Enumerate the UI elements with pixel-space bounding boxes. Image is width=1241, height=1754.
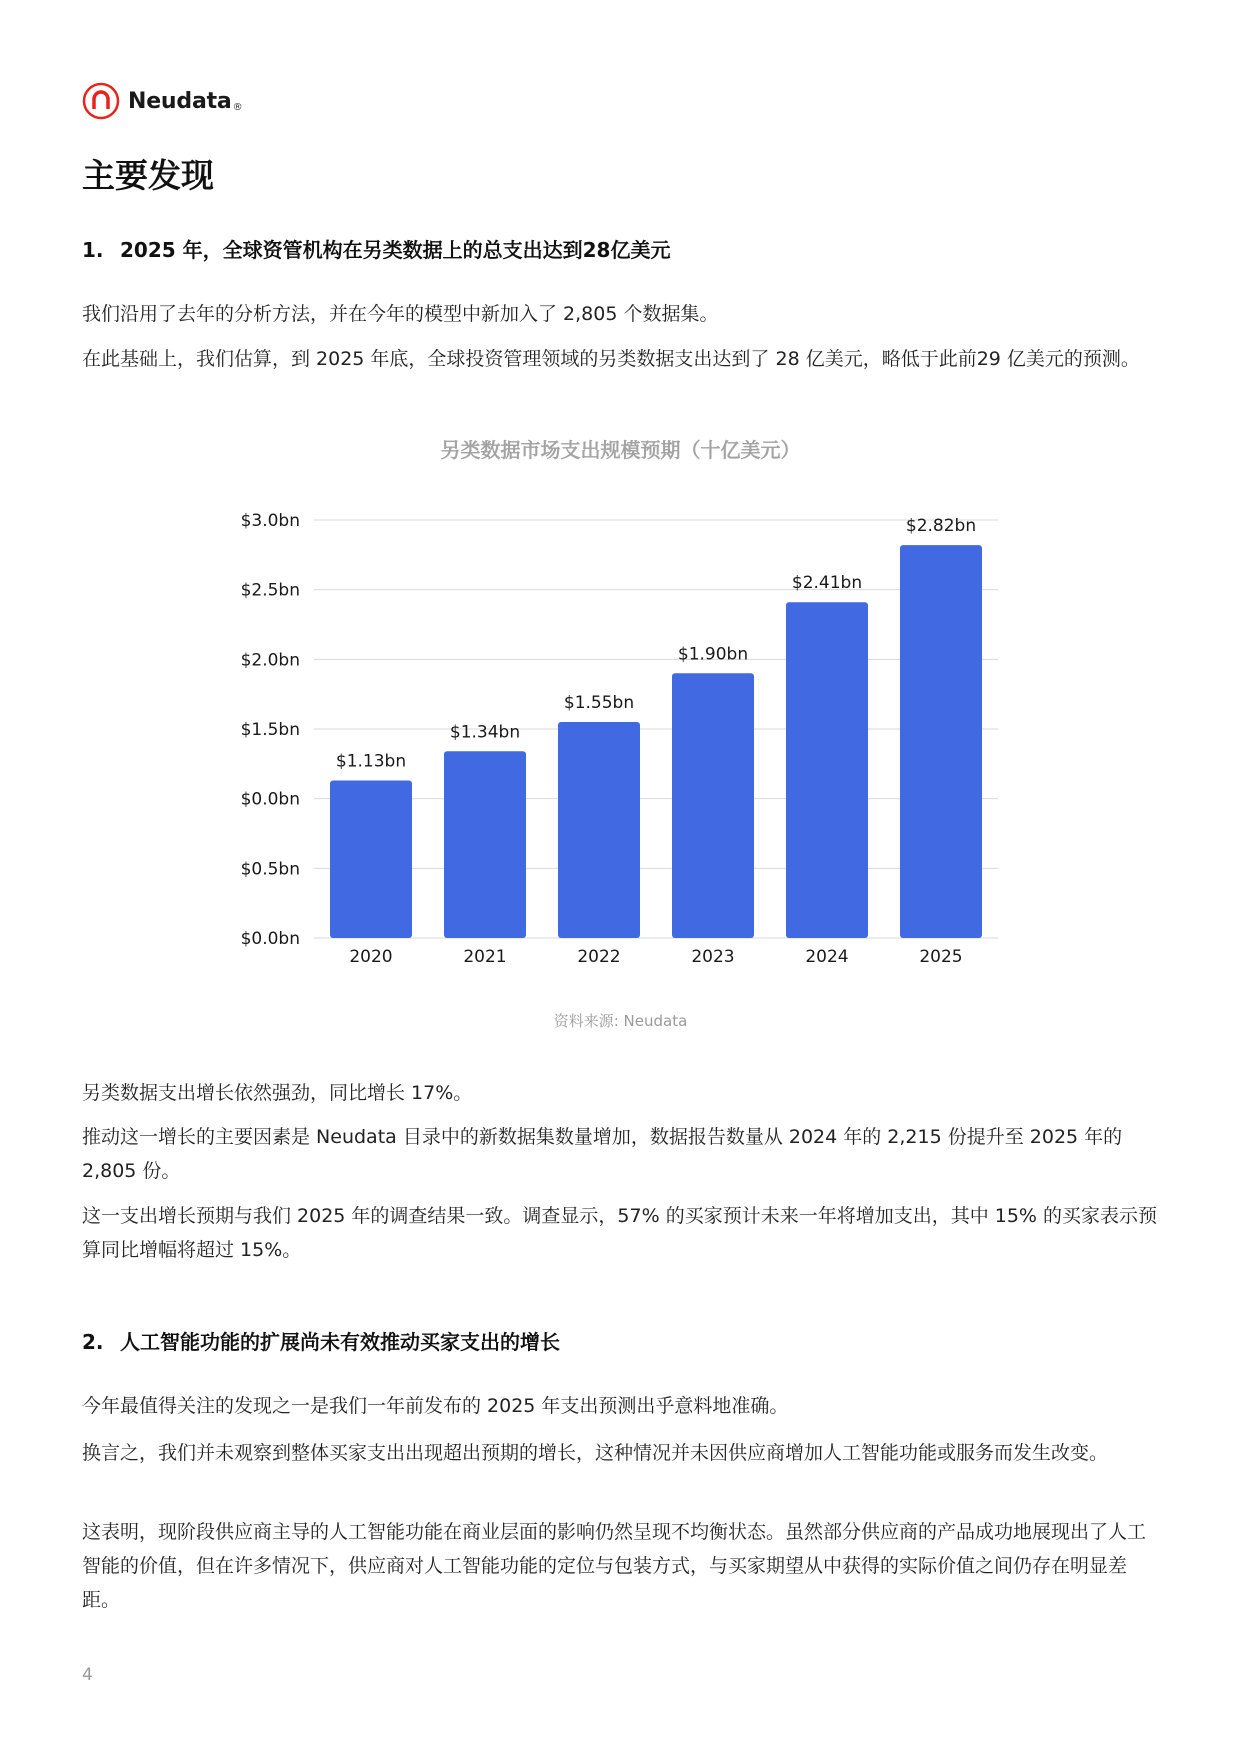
x-tick-label: 2020 [349, 947, 393, 967]
section-1-paragraph-4: 推动这一增长的主要因素是 Neudata 目录中的新数据集数量增加，数据报告数量从 2024 年的 2,215 份提升至 2025 年的 2,805 份。 [82, 1126, 1123, 1182]
y-tick-label: $3.0bn [240, 511, 300, 531]
bar-value-label: $2.82bn [905, 516, 977, 537]
y-tick-label: $0.0bn [240, 789, 300, 810]
section-2-paragraph-2: 换言之，我们并未观察到整体买家支出出现超出预期的增长，这种情况并未因供应商增加人工智能功能或服务而发生改变。 [82, 1442, 1109, 1464]
bar-value-label: $1.34bn [449, 722, 521, 743]
chart-value-labels [336, 516, 976, 771]
bar-2020 [330, 781, 412, 938]
bar-2022 [558, 722, 640, 938]
section-1-paragraph-5: 这一支出增长预期与我们 2025 年的调查结果一致。调查显示，57% 的买家预计未来一年将增加支出，其中 15% 的买家表示预算同比增幅将超过 15%。 [82, 1205, 1158, 1261]
section-2-number: 2. [82, 1330, 104, 1354]
section-2-paragraph-3: 这表明，现阶段供应商主导的人工智能功能在商业层面的影响仍然呈现不均衡状态。虽然部分供应商的产品成功地展现出了人工智能的价值，但在许多情况下，供应商对人工智能功能的定位与包装方式，与买家期望从中获得的实际价值之间仍存在明显差距。 [82, 1521, 1147, 1611]
y-tick-label: $0.5bn [240, 859, 300, 880]
bar-2024 [786, 602, 868, 938]
bar-2023 [672, 673, 754, 938]
y-tick-label: $2.5bn [240, 580, 300, 601]
chart-y-axis [241, 511, 300, 949]
section-2-heading [82, 1326, 560, 1355]
chart-bars [330, 545, 982, 938]
section-1-heading-text: 2025 年，全球资管机构在另类数据上的总支出达到28亿美元 [120, 238, 671, 262]
section-2-heading-text: 人工智能功能的扩展尚未有效推动买家支出的增长 [120, 1330, 560, 1354]
bar-2021 [444, 751, 526, 938]
section-2-paragraph-1: 今年最值得关注的发现之一是我们一年前发布的 2025 年支出预测出乎意料地准确。 [82, 1395, 789, 1417]
x-tick-label: 2023 [691, 947, 735, 967]
registered-mark: ® [232, 101, 243, 113]
x-tick-label: 2025 [919, 947, 963, 967]
bar-value-label: $1.13bn [335, 751, 407, 772]
chart-source: 资料来源: Neudata [553, 1012, 688, 1030]
bar-value-label: $1.55bn [563, 693, 635, 714]
section-1-number: 1. [82, 238, 104, 262]
section-1-paragraph-3: 另类数据支出增长依然强劲，同比增长 17%。 [82, 1082, 473, 1104]
brand-name: Neudata [128, 88, 232, 114]
x-tick-label: 2022 [577, 947, 621, 967]
y-tick-label: $2.0bn [240, 650, 300, 671]
page-number: 4 [82, 1665, 93, 1685]
bar-value-label: $1.90bn [677, 644, 749, 665]
chart-x-axis [349, 947, 962, 967]
page-title: 主要发现 [82, 156, 214, 195]
x-tick-label: 2021 [463, 947, 507, 967]
bar-value-label: $2.41bn [791, 573, 863, 594]
section-1-paragraph-1: 我们沿用了去年的分析方法，并在今年的模型中新加入了 2,805 个数据集。 [82, 303, 719, 325]
bar-2025 [900, 545, 982, 938]
section-1-paragraph-2: 在此基础上，我们估算，到 2025 年底，全球投资管理领域的另类数据支出达到了 28 亿美元，略低于此前29 亿美元的预测。 [82, 348, 1140, 370]
chart-title: 另类数据市场支出规模预期（十亿美元） [440, 438, 801, 462]
x-tick-label: 2024 [805, 947, 849, 967]
chart-gridlines [314, 520, 998, 938]
y-tick-label: $1.5bn [240, 720, 300, 740]
y-tick-label: $0.0bn [240, 929, 300, 949]
